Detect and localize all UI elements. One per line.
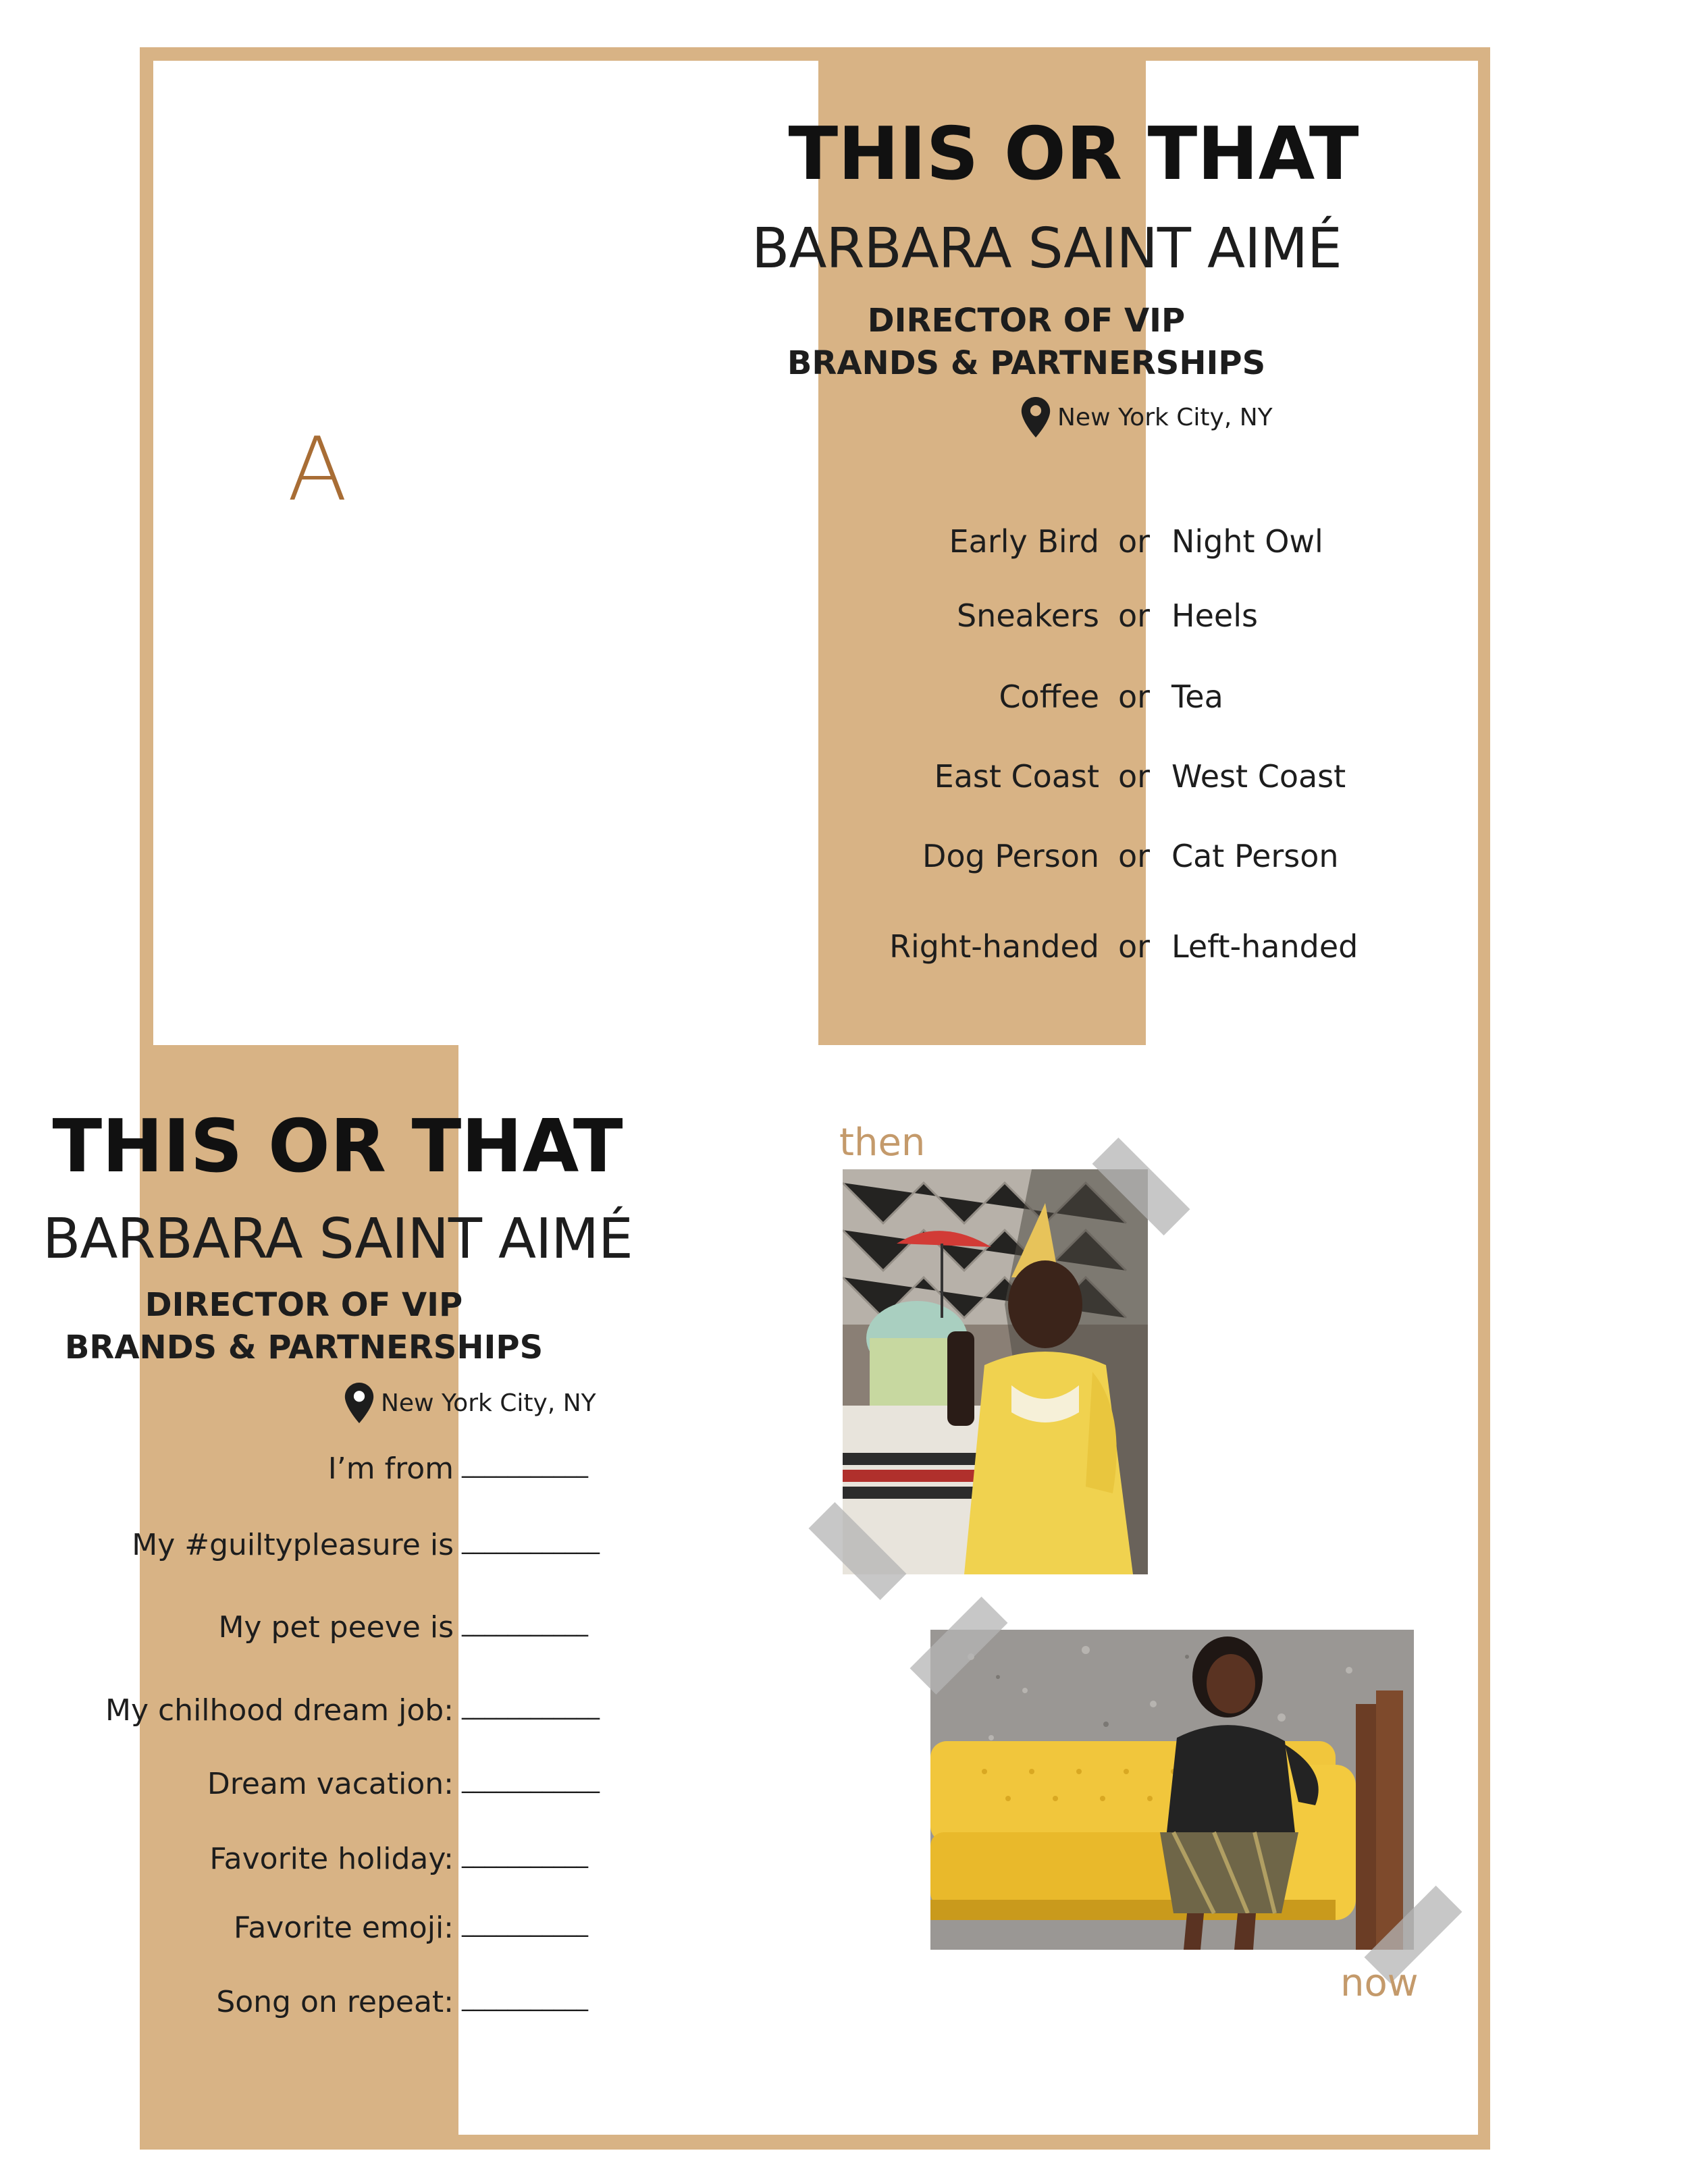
question-label: I’m from [327,1451,454,1486]
or-separator: or [1118,758,1151,795]
then-caption: then [839,1121,926,1165]
answer-blank: ___________ [462,1451,588,1479]
answer-blank: ____________ [462,1767,600,1794]
or-separator: or [1118,597,1151,634]
question-row [0,1985,588,2025]
question-row [0,1911,588,1951]
or-separator: or [1118,928,1151,965]
this-or-that-row [0,678,1223,719]
top-card-location-text: New York City, NY [1057,403,1273,431]
option-right: Heels [1171,597,1258,634]
option-left: Early Bird [949,523,1099,560]
question-row [0,1610,588,1651]
top-card-role-line2: BRANDS & PARTNERSHIPS [787,344,1266,382]
this-or-that-row [0,758,1346,799]
question-row [0,1528,600,1568]
top-card-location [1021,397,1273,437]
option-left: Right-handed [889,928,1099,965]
question-row [0,1842,588,1882]
this-or-that-row [0,928,1359,969]
this-or-that-row [0,838,1339,878]
map-pin-icon [344,1383,374,1423]
top-card-role-line1: DIRECTOR OF VIP [867,302,1186,340]
bottom-card-title: THIS OR THAT [52,1104,623,1189]
question-label: Song on repeat: [216,1985,454,2019]
question-label: Favorite emoji: [234,1911,454,1945]
bottom-card-location [344,1383,596,1423]
answer-blank: ___________ [462,1911,588,1938]
question-row [0,1767,600,1807]
then-photo [843,1169,1148,1574]
option-left: East Coast [934,758,1099,795]
option-left: Coffee [999,678,1099,715]
question-label: My chilhood dream job: [105,1693,454,1728]
top-card-name: BARBARA SAINT AIMÉ [751,217,1342,281]
bottom-card-location-text: New York City, NY [381,1389,596,1417]
question-label: My pet peeve is [218,1610,454,1645]
bottom-card-role-line2: BRANDS & PARTNERSHIPS [64,1329,544,1366]
this-or-that-row [0,523,1323,564]
option-left: Dog Person [922,838,1099,874]
option-right: Tea [1171,678,1223,715]
map-pin-icon [1021,397,1051,437]
question-row [0,1451,588,1492]
answer-blank: ____________ [462,1528,600,1555]
option-left: Sneakers [956,597,1099,634]
brand-logo: A [287,418,348,521]
question-label: Dream vacation: [207,1767,454,1801]
option-right: West Coast [1171,758,1346,795]
top-card-title: THIS OR THAT [788,112,1359,196]
this-or-that-row [0,597,1258,638]
now-caption: now [1340,1961,1419,2005]
bottom-card-name: BARBARA SAINT AIMÉ [43,1207,633,1271]
option-right: Left-handed [1171,928,1359,965]
or-separator: or [1118,838,1151,874]
now-photo [930,1630,1414,1950]
question-row [0,1693,600,1734]
answer-blank: ____________ [462,1693,600,1720]
answer-blank: ___________ [462,1985,588,2012]
or-separator: or [1118,523,1151,560]
bottom-card-role-line1: DIRECTOR OF VIP [144,1286,463,1324]
answer-blank: ___________ [462,1842,588,1869]
option-right: Night Owl [1171,523,1323,560]
or-separator: or [1118,678,1151,715]
answer-blank: ___________ [462,1610,588,1637]
question-label: Favorite holiday: [209,1842,454,1876]
option-right: Cat Person [1171,838,1339,874]
question-label: My #guiltypleasure is [132,1528,454,1562]
